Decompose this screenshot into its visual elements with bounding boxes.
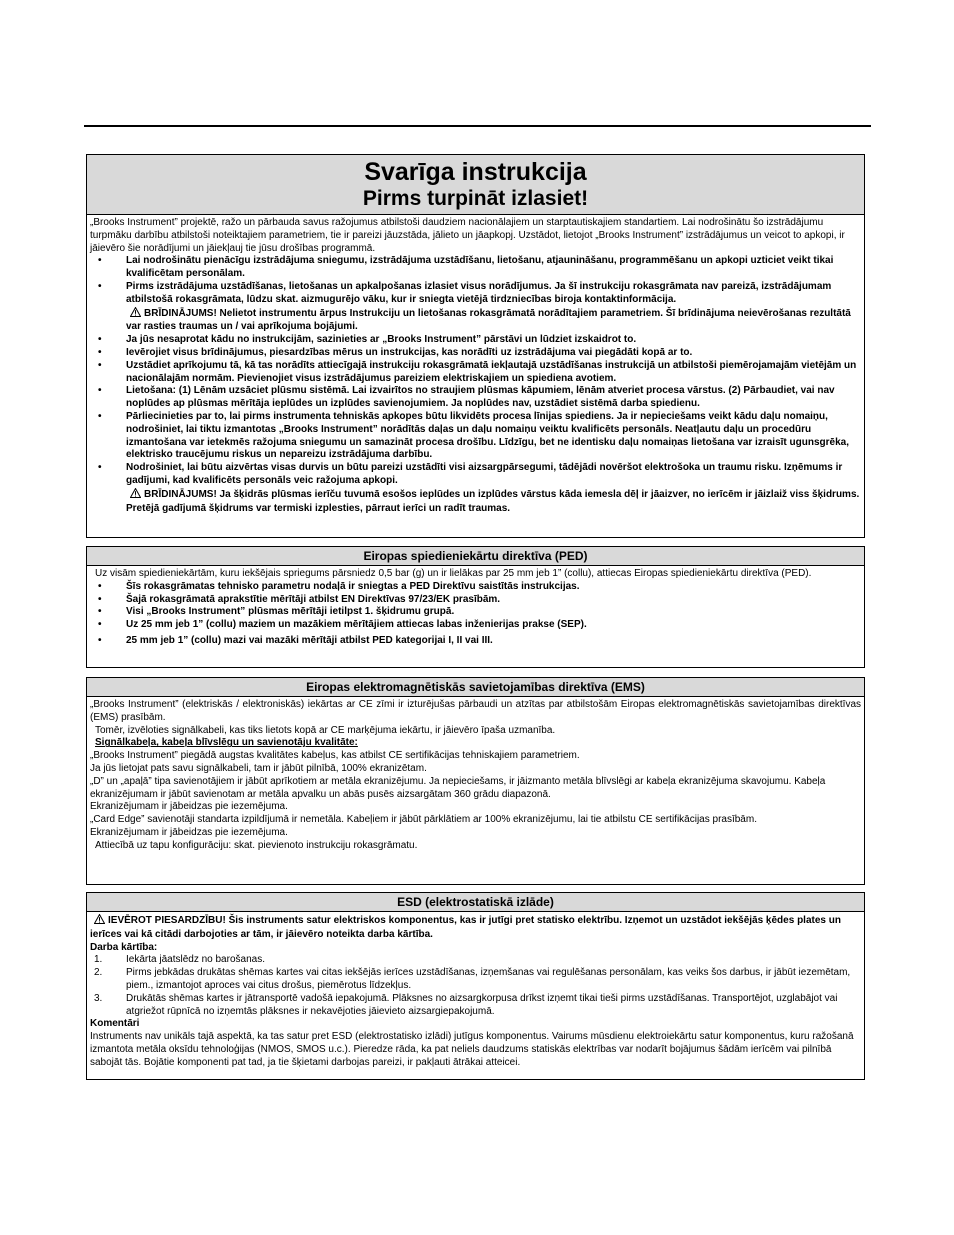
- warning-triangle-icon: [130, 488, 141, 503]
- list-item: • Pārliecinieties par to, lai pirms instrumenta tehniskās apkopes būtu likvidēts procesa līnijas spiediens. Ja ir nepieciešams veikt kādu daļu nomaiņu, nodrošiniet, lai tiktu izmantotas „Brooks Instrument” norādītās daļas un daļu nomaiņu veiktu kvalificēts personāls. Neatļautu daļu un procedūru izmantošana var ietekmēs ražojuma sniegumu un samazināt procesa drošību. Līdzīgu, bet ne identisku daļu nomaiņas lietošana var izraisīt ugunsgrēka, elektrisko traucējumu riskus un nepareizu izstrādājuma darbību.: [90, 411, 861, 462]
- warning-1-text: BRĪDINĀJUMS! Nelietot instrumentu ārpus Instrukciju un lietošanas rokasgrāmatā norādītajiem parametriem. Šī brīdinājuma neievērošanas rezultātā var rasties traumas un / vai aprīkojuma bojājumi.: [126, 307, 851, 333]
- page-subtitle: Pirms turpināt izlasiet!: [362, 187, 589, 210]
- ped-intro: Uz visām spiedieniekārtām, kuru iekšējais spriegums pārsniedz 0,5 bar (g) un ir lielākas par 25 mm jeb 1” (collu), attiecas Eiropas spiedieniekārtu direktīva (PED).: [95, 568, 812, 579]
- warning-2: [90, 488, 861, 516]
- list-item: • Pirms izstrādājuma uzstādīšanas, lietošanas un apkalpošanas izlasiet visus norādījumus. Ja šī instrukciju rokasgrāmata nav pareizā, izstrādājumam atbilstošā rokasgrāmata, lūdzu skat. aizmugurējo vāku, kur ir sniegta vietējā tirdzniecības biroja kontaktinformācija.: [90, 281, 861, 307]
- list-item: • 25 mm jeb 1” (collu) mazi vai mazāki mērītāji atbilst PED kategorijai I, II vai III.: [90, 635, 861, 648]
- list-item: • Lai nodrošinātu pienācīgu izstrādājuma sniegumu, izstrādājuma uzstādīšanu, lietošanu, atjaunināšanu, programmēšanu un apkopi uzticiet veikt tikai kvalificētam personālam.: [90, 255, 861, 281]
- ems-header: Eiropas elektromagnētiskās savietojamības direktīva (EMS): [87, 678, 864, 697]
- warning-2-text: BRĪDINĀJUMS! Ja šķidrās plūsmas ierīču tuvumā esošos ieplūdes un izplūdes vārstus kāda iemesla dēļ ir jāaizver, no ierīcēm ir jāizlaiž viss šķidrums. Pretējā gadījumā šķidrums var termiski izplesties, pārraut ierīci un radīt traumas.: [126, 488, 860, 514]
- warning-triangle-icon: [130, 307, 141, 322]
- warning-triangle-icon: [94, 914, 105, 929]
- bullet-list-b: [90, 334, 861, 488]
- step-text: Pirms jebkādas drukātas shēmas kartes vai citas iekšējās ierīces uzstādīšanas, izņemšanas vai regulēšanas personālam, kas veiks šos darbus, ir jābūt iezemētam, piem., izmantojot aproces vai citus drošus, piemērotus līdzekļus.: [126, 967, 851, 991]
- bullet-list-a: [90, 255, 861, 306]
- ems-line: „Brooks Instrument” piegādā augstas kvalitātes kabeļus, kas atbilst CE sertifikācijas tehniskajiem parametriem.: [90, 750, 580, 762]
- instructions-header: [87, 155, 864, 215]
- step-number: 1.: [94, 954, 103, 966]
- esd-step-list: [90, 954, 861, 1018]
- list-item: • Lietošana: (1) Lēnām uzsāciet plūsmu sistēmā. Lai izvairītos no straujiem plūsmas kāpumiem, lēnām atveriet procesa vārstus. (2) Pārbaudiet, vai nav noplūdes ap plūsmas mērītāja ieplūdes un izplūdes savienojumiem. Ja noplūdes nav, uzstādiet sistēmā darba spiedienu.: [90, 385, 861, 411]
- step-text: Iekārta jāatslēdz no barošanas.: [126, 954, 265, 966]
- list-item: • Uz 25 mm jeb 1” (collu) maziem un mazākiem mērītājiem attiecas labas inženierijas prakse (SEP).: [90, 619, 861, 632]
- instructions-body: [87, 215, 864, 519]
- top-rule: [84, 125, 871, 127]
- ems-line: „D” un „apaļā” tipa savienotājiem ir jābūt aprīkotiem ar metāla ekranizējumu. Ja nepieciešams, ir jāizmanto metāla blīvslēgi ar kabeļa ekranizējuma skavojumu. Kabeļa ekranizējumam ir jābūt savienotam ar metāla apvalku un abās pusēs aizsargātam 360 grādu diapazonā.: [90, 775, 826, 800]
- important-instructions-box: [86, 154, 865, 538]
- list-item: • Ievērojiet visus brīdinājumus, piesardzības mērus un instrukcijas, kas norādīti uz izstrādājuma vai piegādāti kopā ar to.: [90, 347, 861, 360]
- esd-header: ESD (elektrostatiskā izlāde): [87, 893, 864, 912]
- step-text: Drukātās shēmas kartes ir jātransportē vadošā iepakojumā. Plāksnes no aizsargkorpusa drīkst izņemt tikai tieši pirms uzstādīšanas. Transportējot, uzglabājot vai atgriežot rūpnīcā no izņemtās plāksnes ir nekavējoties jāievieto aizsargiepakojumā.: [126, 992, 838, 1017]
- warning-1: [90, 307, 861, 335]
- page-title: Svarīga instrukcija: [364, 158, 587, 186]
- list-item: • Šīs rokasgrāmatas tehnisko parametru nodaļā ir sniegtas a PED Direktīvu saistītās instrukcijas.: [90, 581, 861, 594]
- ped-body: [87, 566, 864, 652]
- list-item: [90, 967, 861, 993]
- list-item: • Uzstādiet aprīkojumu tā, kā tas norādīts attiecīgajā instrukciju rokasgrāmatā iekļautajā uzstādīšanas instrukcijā un atbilstoši piemērojamajām vietējām un nacionālajām normām. Pievienojiet visus izstrādājumus pareiziem elektriskajiem un spiediena avotiem.: [90, 360, 861, 386]
- esd-caution: [90, 914, 861, 942]
- ems-line: „Card Edge” savienotāji standarta izpildījumā ir nemetāla. Kabeļiem ir jābūt pārklātiem ar 100% ekranizējumu, lai tie atbilstu CE sertifikācijas prasībām.: [90, 814, 757, 826]
- ped-bullet-list: [90, 581, 861, 648]
- ems-last-line: Attiecībā uz tapu konfigurāciju: skat. pievienoto instrukciju rokasgrāmatu.: [95, 839, 418, 851]
- list-item: • Nodrošiniet, lai būtu aizvērtas visas durvis un būtu pareizi uzstādīti visi aizsargpārsegumi, tādējādi novēršot elektrošoka un traumu risku. Izņēmums ir gadījumi, kad kvalificēts personāls veic ražojuma apkopi.: [90, 462, 861, 488]
- ems-line: Ja jūs lietojat pats savu signālkabeli, tam ir jābūt pilnībā, 100% ekranizētam.: [90, 762, 427, 774]
- list-item: • Ja jūs nesaprotat kādu no instrukcijām, sazinieties ar „Brooks Instrument” pārstāvi un lūdziet izskaidrot to.: [90, 334, 861, 347]
- list-item: • Visi „Brooks Instrument” plūsmas mērītāji ietilpst 1. šķidrumu grupā.: [90, 606, 861, 619]
- esd-caution-text: IEVĒROT PIESARDZĪBU! Šis instruments satur elektriskos komponentus, kas ir jutīgi pret statisko elektrību. Izņemot un uzstādot iekšējās ķēdes plates un ierīces vai kā citādi darbojoties ar tām, ir jāievēro noteikta darba kārtība.: [90, 915, 841, 940]
- ems-paragraph-2: Tomēr, izvēloties signālkabeli, kas tiks lietots kopā ar CE marķējuma iekārtu, ir jāievēro īpaša uzmanība.: [95, 724, 556, 736]
- ems-box: [86, 677, 865, 885]
- esd-notes-heading: Komentāri: [90, 1018, 140, 1030]
- ems-line: Ekranizējumam ir jābeidzas pie iezemējuma.: [90, 801, 288, 813]
- ems-paragraph-1: „Brooks Instrument” (elektriskās / elektroniskās) iekārtas ar CE zīmi ir izturējušas pārbaudi un atzītas par atbilstošām Eiropas elektromagnētiskās savietojamības direktīvas (EMS) prasībām.: [90, 699, 861, 723]
- list-item: [90, 993, 861, 1019]
- intro-paragraph: „Brooks Instrument” projektē, ražo un pārbauda savus ražojumus atbilstoši daudziem nacionālajiem un starptautiskajiem standartiem. Lai nodrošinātu šo izstrādājumu turpmāku darbību atbilstoši noteiktajiem parametriem, tie ir pareizi jāuzstāda, jālieto un jāapkopj. Uzstādot, lietojot „Brooks Instrument” izstrādājumus un veicot to apkopi, ir jāievēro šie norādījumi un jāiekļauj tie jūsu drošības programmā.: [90, 217, 845, 254]
- ems-subheading: Signālkabeļa, kabeļa blīvslēgu un savienotāju kvalitāte:: [95, 737, 358, 749]
- ems-body: [87, 697, 864, 857]
- list-item: • Šajā rokasgrāmatā aprakstītie mērītāji atbilst EN Direktīvas 97/23/EK prasībām.: [90, 594, 861, 607]
- step-number: 3.: [94, 992, 103, 1004]
- ped-box: [86, 546, 865, 668]
- esd-notes: Instruments nav unikāls tajā aspektā, ka tas satur pret ESD (elektrostatisko izlādi) jutīgus komponentus. Vairums mūsdienu elektroiekārtu satur komponentus, kuru ražošanā izmantota metāla oksīdu tehnoloģijas (NMOS, SMOS u.c.). Pieredze rāda, ka pat neliels daudzums statiskās elektrības var nodarīt bojājumus šādām ierīcēm vai pilnībā sabojāt tās. Bojātie komponenti pat tad, ja tie šķietami darbojas pareizi, ir pakļauti ātrākai atteicei.: [90, 1031, 854, 1068]
- ems-line: Ekranizējumam ir jābeidzas pie iezemējuma.: [90, 826, 288, 838]
- step-number: 2.: [94, 967, 103, 979]
- list-item: [90, 954, 861, 967]
- ped-header: Eiropas spiedieniekārtu direktīva (PED): [87, 547, 864, 566]
- esd-body: [87, 912, 864, 1074]
- esd-procedure-heading: Darba kārtība:: [90, 941, 158, 953]
- esd-box: [86, 892, 865, 1080]
